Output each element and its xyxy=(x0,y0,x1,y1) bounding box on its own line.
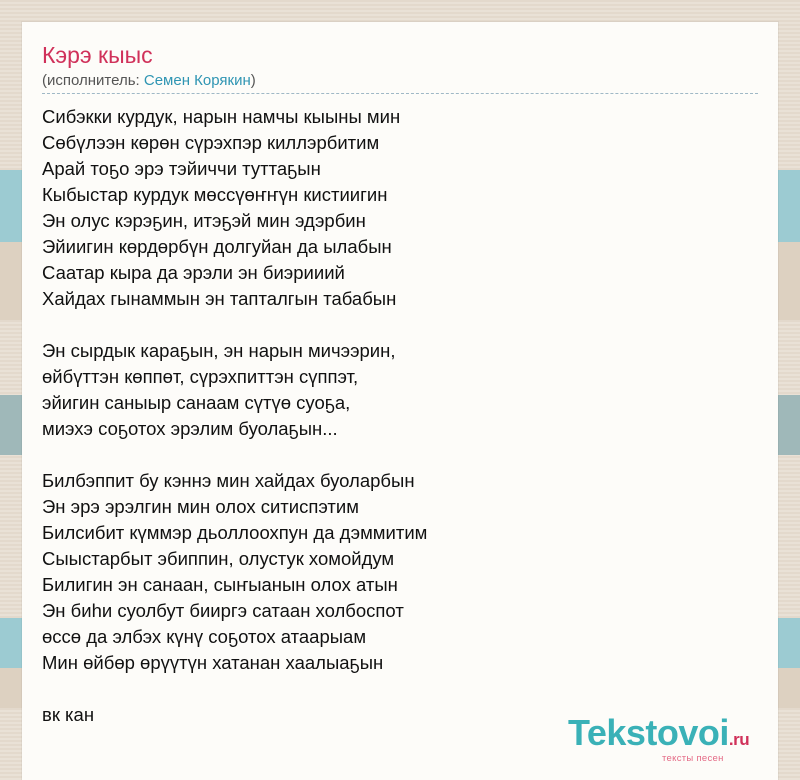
lyric-line: Мин өйбөр өрүүтүн хатанан хаалыаҕын xyxy=(42,652,384,673)
lyric-line: вк кан xyxy=(42,704,95,725)
logo-tld: .ru xyxy=(728,730,750,749)
lyrics-body xyxy=(42,104,427,728)
lyric-line: Сыыстарбыт эбиппин, олустук хомойдум xyxy=(42,548,395,569)
artist-link[interactable]: Семен Корякин xyxy=(143,72,251,89)
lyric-line: Сибэкки курдук, нарын намчы кыыны мин xyxy=(42,106,401,127)
lyric-line: Билсибит күммэр дьоллоохпун да дэммитим xyxy=(42,522,428,543)
lyric-line: Кыбыстар курдук мөссүөҥҥүн кистиигин xyxy=(42,184,388,205)
lyric-line: Эн олус кэрэҕин, итэҕэй мин эдэрбин xyxy=(42,210,366,231)
lyric-line: Арай тоҕо эрэ тэйиччи туттаҕын xyxy=(42,158,321,179)
lyric-line: Сөбүлээн көрөн сүрэхпэр киллэрбитим xyxy=(42,132,380,153)
lyric-line: Билигин эн санаан, сыҥыанын олох атын xyxy=(42,574,398,595)
lyric-line: миэхэ соҕотох эрэлим буолаҕын... xyxy=(42,418,338,439)
site-logo[interactable] xyxy=(568,712,778,764)
lyric-line: Эн эрэ эрэлгин мин олох ситиспэтим xyxy=(42,496,359,517)
lyrics-card xyxy=(22,22,778,780)
artist-prefix: (исполнитель: xyxy=(42,72,144,89)
lyric-line: Эн сырдык караҕын, эн нарын мичээрин, xyxy=(42,340,396,361)
artist-line xyxy=(42,72,256,89)
lyric-line: Эн биһи суолбут бииргэ сатаан холбоспот xyxy=(42,600,404,621)
artist-suffix: ) xyxy=(250,72,256,89)
stanza-break xyxy=(42,676,427,702)
lyric-line: өйбүттэн көппөт, сүрэхпиттэн сүппэт, xyxy=(42,366,359,387)
lyric-line: Саатар кыра да эрэли эн биэрииий xyxy=(42,262,345,283)
title-divider xyxy=(42,93,758,94)
lyric-line: эйигин саныыр санаам сүтүө суоҕа, xyxy=(42,392,351,413)
logo-wordmark xyxy=(568,712,778,754)
lyric-line: Эйиигин көрдөрбүн долгуйан да ылабын xyxy=(42,236,392,257)
lyric-line: өссө да элбэх күнү соҕотох атаарыам xyxy=(42,626,367,647)
logo-name: Tekstovoi xyxy=(568,712,729,753)
song-title: Кэрэ кыыс xyxy=(42,42,153,68)
lyric-line: Хайдах гынаммын эн тапталгын табабын xyxy=(42,288,397,309)
lyric-line: Билбэппит бу кэннэ мин хайдах буоларбын xyxy=(42,470,415,491)
logo-tagline: тексты песен xyxy=(662,753,724,764)
stanza-break xyxy=(42,442,427,468)
stanza-break xyxy=(42,312,427,338)
